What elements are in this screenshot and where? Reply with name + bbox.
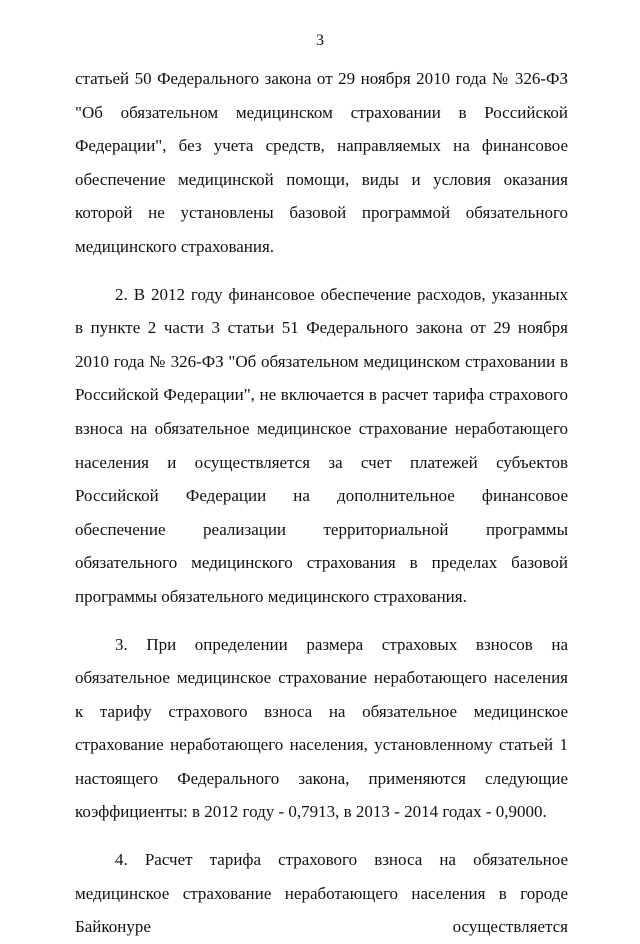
paragraph-item-3: 3. При определении размера страховых взносов на обязательное медицинское страхование неработающего населения к тарифу страхового взноса на обязательное медицинское страхование неработающего населения, установленному статьей 1 настоящего Федерального закона, применяются следующие коэффициенты: в 2012 году - 0,7913, в 2013 - 2014 годах - 0,9000. bbox=[75, 634, 568, 822]
paragraph-continuation: статьей 50 Федерального закона от 29 ноября 2010 года № 326-ФЗ "Об обязательном медицинском страховании в Российской Федерации", без учета средств, направляемых на финансовое обеспечение медицинской помощи, виды и условия оказания которой не установлены базовой программой обязательного медицинского страхования. bbox=[75, 69, 568, 256]
paragraph-item-4: 4. Расчет тарифа страхового взноса на обязательное медицинское страхование неработающего населения в городе Байконуре осуществляется bbox=[75, 850, 568, 937]
document-body bbox=[75, 62, 568, 944]
page-number: 3 bbox=[316, 32, 324, 49]
paragraph-item-2: 2. В 2012 году финансовое обеспечение расходов, указанных в пункте 2 части 3 статьи 51 Федерального закона от 29 ноября 2010 года № 326-ФЗ "Об обязательном медицинском страховании в Российской Федерации", не включается в расчет тарифа страхового взноса на обязательное медицинское страхование неработающего населения и осуществляется за счет платежей субъектов Российской Федерации на дополнительное финансовое обеспечение реализации территориальной программы обязательного медицинского страхования в пределах базовой программы обязательного медицинского страхования. bbox=[75, 284, 568, 606]
